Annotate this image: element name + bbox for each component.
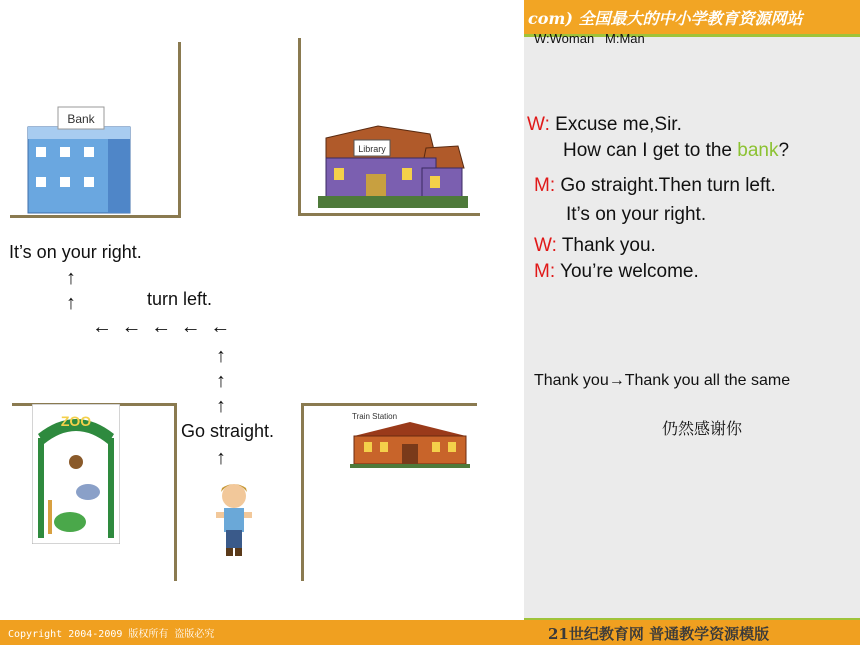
wall-library-bottom xyxy=(298,213,480,216)
wall-train-top xyxy=(301,403,477,406)
dialogue-line-1 xyxy=(527,114,682,136)
arrow-up: ↑ xyxy=(216,395,226,417)
label-on-your-right: It’s on your right. xyxy=(9,242,142,262)
wall-zoo-right xyxy=(174,403,177,581)
wall-bank-right xyxy=(178,42,181,218)
wall-bank-bottom xyxy=(10,215,180,218)
phrase-note: Thank you→Thank you all the same xyxy=(534,372,791,389)
line-text: ? xyxy=(778,140,790,161)
wall-library-left xyxy=(298,38,301,216)
speaker-m: M: xyxy=(534,175,556,196)
library-building xyxy=(318,118,468,210)
dialogue-line-4 xyxy=(566,204,706,226)
line-text: Thank you. xyxy=(561,235,656,256)
speaker-w: W: xyxy=(527,114,550,135)
arrow-up: ↑ xyxy=(216,345,226,367)
highlight-bank: bank xyxy=(737,140,779,161)
bank-building xyxy=(24,105,134,215)
footer-brand: 21世纪教育网 普通教学资源模版 xyxy=(548,625,770,643)
zoo-gate xyxy=(32,404,120,544)
dialogue-line-3 xyxy=(534,175,776,197)
wall-train-left xyxy=(301,403,304,581)
train-station xyxy=(350,410,470,468)
speaker-legend: W:Woman M:Man xyxy=(534,31,645,46)
bank-sign-text: Bank xyxy=(67,112,95,126)
label-turn-left: turn left. xyxy=(147,289,213,309)
line-text: Go straight.Then turn left. xyxy=(560,175,776,196)
arrow-up: ↑ xyxy=(66,267,76,289)
boy-character xyxy=(210,480,258,560)
footer-divider xyxy=(524,618,860,620)
train-sign-text: Train Station xyxy=(352,412,398,421)
arrow-up: ↑ xyxy=(216,447,226,469)
library-sign-text: Library xyxy=(358,144,386,154)
zoo-sign-text: ZOO xyxy=(60,413,92,429)
arrow-up: ↑ xyxy=(216,370,226,392)
dialogue-line-6 xyxy=(534,261,699,283)
arrow-up: ↑ xyxy=(66,292,76,314)
footer-copyright: Copyright 2004-2009 版权所有 盗版必究 xyxy=(8,629,215,640)
dialogue-line-5 xyxy=(534,235,656,257)
speaker-w: W: xyxy=(534,235,557,256)
label-go-straight: Go straight. xyxy=(181,421,275,441)
line-text: How can I get to the xyxy=(563,140,738,161)
line-text: Excuse me,Sir. xyxy=(555,114,682,135)
arrows-left: ← ← ← ← ← xyxy=(92,316,233,338)
speaker-m: M: xyxy=(534,261,556,282)
line-text: It’s on your right. xyxy=(566,204,707,225)
phrase-translation: 仍然感谢你 xyxy=(662,421,743,438)
dialogue-line-2 xyxy=(563,140,789,162)
line-text: You’re welcome. xyxy=(560,261,699,282)
banner-text: com) 全国最大的中小学教育资源网站 xyxy=(528,9,803,28)
dialogue-panel xyxy=(524,0,860,620)
